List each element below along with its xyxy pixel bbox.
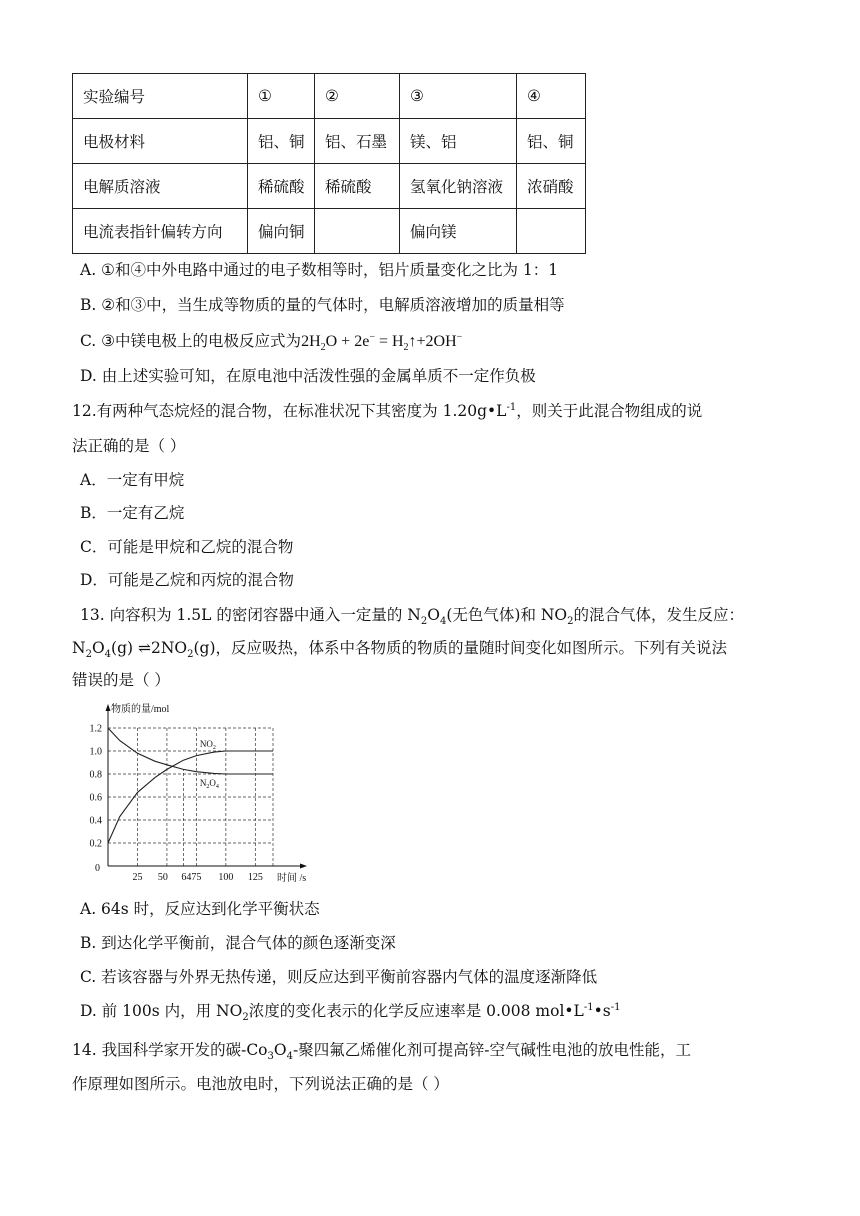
- table-cell: 浓硝酸: [517, 164, 586, 209]
- stem-text: -聚四氟乙烯催化剂可提高锌-空气碱性电池的放电性能，工: [292, 1041, 691, 1059]
- table-row: [73, 209, 586, 254]
- table-row: [73, 119, 586, 164]
- y-tick-label: 0.8: [89, 769, 102, 781]
- q13-option-d: D. 前 100s 内，用 $NO_2$浓度的变化表示的化学反应速率是 0.008 $mol•L^{-1}•s^{-1}$: [80, 1001, 621, 1024]
- stem-text: O: [427, 606, 440, 624]
- experiment-table: [72, 73, 586, 254]
- stem-text: (无色气体)和 NO: [446, 606, 568, 624]
- q13-option-c: C. 若该容器与外界无热传递，则反应达到平衡前容器内气体的温度逐渐降低: [80, 968, 598, 986]
- eq-part: = H: [374, 333, 404, 350]
- y-axis-arrow: [106, 704, 111, 711]
- table-cell: 稀硫酸: [248, 164, 315, 209]
- y-axis-title: 物质的量/mol: [111, 704, 170, 715]
- series-label-no2: $NO_2$: [199, 739, 216, 751]
- x-tick-label: 75: [191, 872, 202, 882]
- origin-label: 0: [95, 863, 100, 874]
- stem-text: O: [273, 1041, 287, 1059]
- option-text: D. 前 100s 内，用 NO: [80, 1002, 243, 1020]
- q13-option-a: A. 64s 时，反应达到化学平衡状态: [80, 900, 320, 918]
- x-axis-title: 时间 /s: [277, 873, 307, 882]
- stem-text: ，则关于此混合物组成的说: [516, 402, 703, 420]
- x-axis-arrow: [300, 864, 307, 869]
- table-row: [73, 74, 586, 119]
- table-cell: 偏向镁: [400, 209, 517, 254]
- table-cell: ①: [248, 74, 315, 119]
- q12-option-b: B．一定有乙烷: [80, 504, 185, 522]
- y-tick-label: 0.4: [89, 815, 102, 827]
- q12-option-c: C．可能是甲烷和乙烷的混合物: [80, 538, 294, 556]
- stem-text: O: [91, 639, 105, 657]
- stem-text: (g)，反应吸热，体系中各物质的物质的量随时间变化如图所示。下列有关说法: [193, 639, 727, 657]
- option-text: 浓度的变化表示的化学反应速率是 0.008 mol•L: [248, 1002, 584, 1020]
- table-cell: ③: [400, 74, 517, 119]
- table-cell: 实验编号: [73, 74, 248, 119]
- q11-option-a: A. ①和④中外电路中通过的电子数相等时，铝片质量变化之比为 1：1: [80, 261, 559, 279]
- amount-vs-time-chart: [82, 702, 312, 882]
- eq-part: 2H: [301, 333, 321, 350]
- chart-series: [108, 728, 273, 843]
- table-cell: 电流表指针偏转方向: [73, 209, 248, 254]
- x-tick-label: 125: [247, 872, 263, 882]
- q14-stem-2: 作原理如图所示。电池放电时，下列说法正确的是（ ）: [72, 1075, 449, 1093]
- option-text: C. ③中镁电极上的电极反应式为: [80, 332, 302, 350]
- q11-option-d: D. 由上述实验可知，在原电池中活泼性强的金属单质不一定作负极: [80, 367, 536, 385]
- q13-stem-2: $N_2O_4(g)$ $\rightleftharpoons 2NO_2(g)$，反应吸热，体系中各物质的物质的量随时间变化如图所示。下列有关说法: [72, 639, 727, 661]
- q12-stem: 12.有两种气态烷烃的混合物，在标准状况下其密度为 $1.20g•L^{-1}$，则关于此混合物组成的说: [72, 401, 703, 420]
- y-tick-label: 0.2: [89, 838, 102, 850]
- stem-text: 的混合气体，发生反应：: [573, 606, 745, 624]
- table-cell: 镁、铝: [400, 119, 517, 164]
- table-cell: 氢氧化钠溶液: [400, 164, 517, 209]
- equation: $2H_2O + 2e^-$ = $H_2↑+2OH^-$: [301, 331, 463, 354]
- y-tick-label: 0.6: [89, 792, 102, 804]
- table-cell: [517, 209, 586, 254]
- table-cell: 铝、石墨: [315, 119, 400, 164]
- chart-labels: [90, 702, 307, 882]
- table-cell: 电极材料: [73, 119, 248, 164]
- q13-stem-3: 错误的是（ ）: [72, 671, 170, 689]
- q14-stem: 14. 我国科学家开发的碳$-Co_3O_4-$聚四氟乙烯催化剂可提高锌-空气碱性电池的放电性能，工: [72, 1041, 691, 1063]
- series-label-n2o4: $N_2O_4$: [199, 778, 219, 790]
- stem-text: N: [72, 639, 86, 657]
- q12-option-a: A．一定有甲烷: [80, 471, 185, 489]
- stem-text: 12.有两种气态烷烃的混合物，在标准状况下其密度为 1.20g•L: [72, 402, 507, 420]
- q12-option-d: D．可能是乙烷和丙烷的混合物: [80, 571, 294, 589]
- q12-stem-2: 法正确的是（ ）: [72, 437, 186, 455]
- y-tick-label: 1.2: [89, 723, 102, 735]
- eq-part: O + 2e: [325, 333, 370, 350]
- x-tick-label: 25: [132, 872, 143, 882]
- table-cell: 电解质溶液: [73, 164, 248, 209]
- chart-grid: [108, 728, 273, 866]
- table-cell: [315, 209, 400, 254]
- eq-part: ↑+2OH: [408, 333, 457, 350]
- table-row: [73, 164, 586, 209]
- q13-option-b: B. 到达化学平衡前，混合气体的颜色逐渐变深: [80, 934, 396, 952]
- q13-stem: 13. 向容积为 1.5L 的密闭容器中通入一定量的 $N_2O_4$(无色气体)和 $NO_2$的混合气体，发生反应：: [80, 606, 745, 628]
- x-tick-label: 100: [218, 872, 234, 882]
- table-cell: ②: [315, 74, 400, 119]
- x-tick-label: 64: [181, 872, 192, 882]
- table-cell: 铝、铜: [517, 119, 586, 164]
- q11-option-b: B. ②和③中，当生成等物质的量的气体时，电解质溶液增加的质量相等: [80, 296, 565, 314]
- table-cell: ④: [517, 74, 586, 119]
- option-text: •s: [593, 1002, 611, 1020]
- stem-text: 14. 我国科学家开发的碳-Co: [72, 1041, 268, 1059]
- x-tick-label: 50: [157, 872, 168, 882]
- table-cell: 铝、铜: [248, 119, 315, 164]
- stem-text: (g) ⇌2NO: [111, 639, 188, 657]
- y-tick-label: 1.0: [89, 746, 102, 758]
- table-cell: 偏向铜: [248, 209, 315, 254]
- q11-option-c: [80, 330, 462, 353]
- stem-text: 13. 向容积为 1.5L 的密闭容器中通入一定量的 N: [80, 606, 421, 624]
- table-cell: 稀硫酸: [315, 164, 400, 209]
